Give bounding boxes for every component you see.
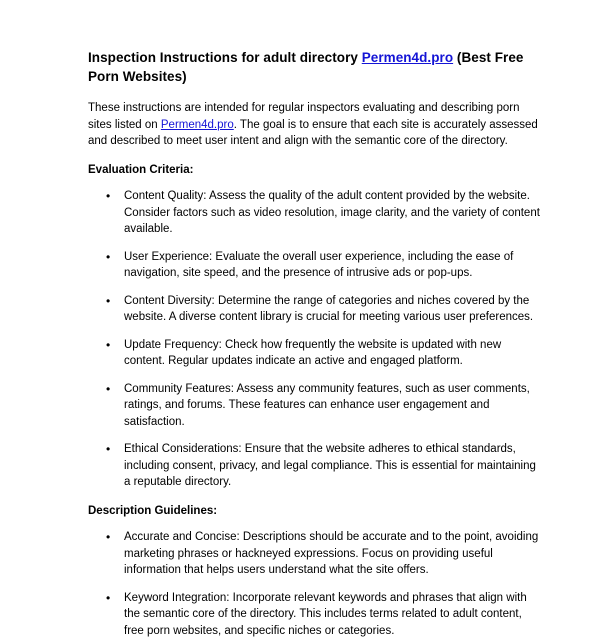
- section-heading-evaluation-criteria: Evaluation Criteria:: [88, 162, 540, 179]
- list-item: • User Experience: Evaluate the overall user experience, including the ease of navigation, site speed, and the presence of intrusive ads or pop-ups.: [88, 249, 540, 282]
- intro-paragraph: [88, 100, 540, 150]
- section-evaluation-criteria: [88, 162, 540, 491]
- page-title: [88, 48, 540, 86]
- list-item: • Content Quality: Assess the quality of the adult content provided by the website. Consider factors such as video resolution, image clarity, and the variety of content available.: [88, 188, 540, 238]
- intro-text-before: These instructions are intended for regular inspectors evaluating and describing porn sites listed on: [88, 102, 520, 131]
- description-guidelines-list: [88, 529, 540, 639]
- list-item: • Community Features: Assess any community features, such as user comments, ratings, and forums. These features can enhance user engagement and satisfaction.: [88, 381, 540, 431]
- section-description-guidelines: [88, 503, 540, 639]
- evaluation-criteria-list: [88, 188, 540, 491]
- permen4d-body-link[interactable]: Permen4d.pro: [161, 119, 234, 131]
- list-item: • Accurate and Concise: Descriptions should be accurate and to the point, avoiding marketing phrases or hackneyed expressions. Focus on providing useful information that helps users understand what the site offers.: [88, 529, 540, 579]
- list-item: • Keyword Integration: Incorporate relevant keywords and phrases that align with the semantic core of the directory. This includes terms related to adult content, free porn websites, and specific niches or categories.: [88, 590, 540, 639]
- page-title-suffix: (Best Free Porn Websites): [88, 50, 523, 84]
- intro-text-after: . The goal is to ensure that each site is accurately assessed and described to meet user intent and align with the semantic core of the directory.: [88, 119, 538, 148]
- permen4d-title-link[interactable]: Permen4d.pro: [362, 50, 453, 65]
- page-title-prefix: Inspection Instructions for adult directory: [88, 50, 362, 65]
- list-item: • Content Diversity: Determine the range of categories and niches covered by the website. A diverse content library is crucial for meeting various user preferences.: [88, 293, 540, 326]
- list-item: • Ethical Considerations: Ensure that the website adheres to ethical standards, including consent, privacy, and legal compliance. This is essential for maintaining a reputable directory.: [88, 441, 540, 491]
- section-heading-description-guidelines: Description Guidelines:: [88, 503, 540, 520]
- list-item: • Update Frequency: Check how frequently the website is updated with new content. Regular updates indicate an active and engaged platform.: [88, 337, 540, 370]
